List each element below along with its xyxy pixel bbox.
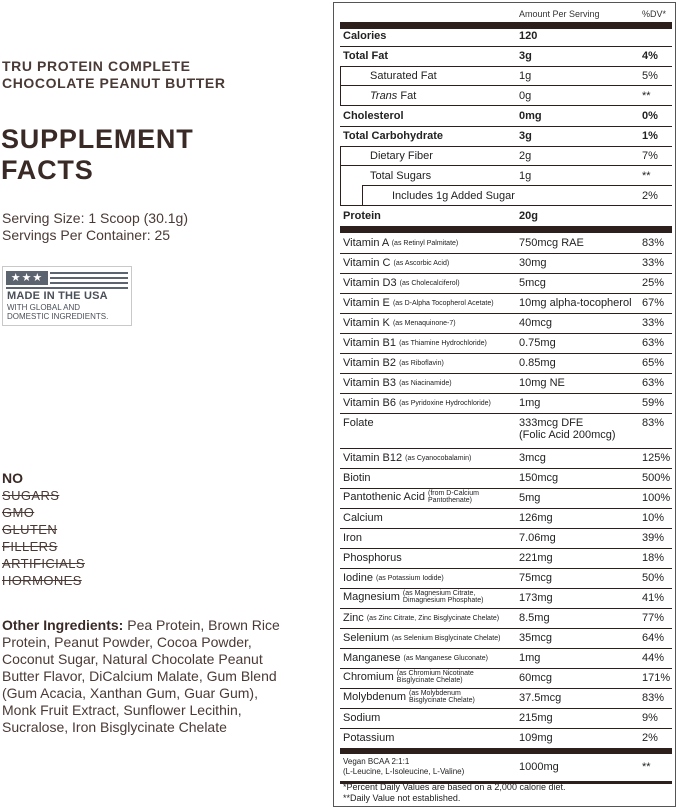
nutrient-amount-line1: 75mcg [519, 572, 553, 584]
nutrient-row [340, 186, 672, 206]
nutrient-name: Total Sugars [370, 170, 432, 182]
nutrient-row [340, 26, 672, 47]
nutrient-name: Includes 1g Added Sugar [392, 190, 515, 202]
nutrient-row [340, 393, 672, 414]
nutrient-dv: ** [642, 761, 651, 773]
nutrient-dv: 500% [642, 472, 671, 484]
nutrient-source-note: (as Pyridoxine Hydrochloride) [399, 399, 491, 407]
nutrient-dv: 64% [642, 632, 665, 644]
nutrient-dv: 0% [642, 110, 658, 122]
nutrient-amount [519, 492, 540, 504]
nutrient-amount [519, 377, 565, 389]
nutrient-row [340, 548, 672, 569]
nutrient-row [340, 293, 672, 314]
nutrient-source-note-line1: (as Molybdenum [409, 690, 461, 697]
nutrient-name: Vitamin B12 (as Cyanocobalamin) [343, 452, 472, 464]
nutrient-amount [519, 572, 552, 584]
nutrient-dv: 18% [642, 552, 665, 564]
nutrient-row [340, 166, 672, 186]
servings-per-container: Servings Per Container: 25 [2, 227, 171, 243]
nutrient-dv: 83% [642, 237, 665, 249]
nutrient-name: Calcium [343, 512, 383, 524]
nutrient-source-note: (as Cholecalciferol) [399, 279, 460, 287]
nutrient-row [340, 106, 672, 127]
footnote-dv: *Percent Daily Values are based on a 2,000 calorie diet. [343, 782, 566, 792]
bcaa-note: (L-Leucine, L-Isoleucine, L-Valine) [343, 767, 465, 776]
nutrient-dv: 39% [642, 532, 665, 544]
nutrient-amount [519, 397, 540, 409]
nutrient-name: Vitamin B3 (as Niacinamide) [343, 377, 452, 389]
nutrient-amount [519, 632, 552, 644]
badge-made-text: MADE IN THE USA [7, 290, 108, 302]
nutrient-row [340, 628, 672, 649]
nutrient-amount-line1: 1mg [519, 652, 541, 664]
nutrient-source-note [403, 590, 484, 604]
nutrient-amount [519, 452, 546, 464]
nutrient-name: Vitamin K (as Menaquinone-7) [343, 317, 456, 329]
nutrient-name: Saturated Fat [370, 70, 437, 82]
nutrient-row [340, 448, 672, 469]
nutrient-amount [519, 672, 552, 684]
nutrient-dv: 2% [642, 190, 658, 202]
nutrient-amount-line1: 750mcg RAE [519, 237, 584, 249]
nutrient-dv: 33% [642, 317, 665, 329]
rule-thick [340, 749, 672, 754]
nutrient-amount: 0mg [519, 110, 542, 122]
nutrient-dv: 100% [642, 492, 671, 504]
nutrient-row [340, 273, 672, 294]
nutrient-name: Sodium [343, 712, 381, 724]
nutrient-row [340, 488, 672, 509]
nutrient-amount-line1: 7.06mg [519, 532, 556, 544]
nutrient-dv: 171% [642, 672, 671, 684]
nutrient-source-note-line2: Bisglycinate Chelate) [396, 677, 463, 684]
no-item: GMO [2, 505, 35, 520]
nutrient-name: Molybdenum (as Molybdenum Bisglycinate Chelate) [343, 690, 475, 704]
nutrient-source-note: (as Menaquinone-7) [392, 319, 456, 327]
nutrient-dv: 63% [642, 337, 665, 349]
flag-stripe [50, 277, 128, 279]
nutrient-amount [519, 417, 616, 441]
ingredients-text: Pea Protein, Brown Rice Protein, Peanut Powder, Cocoa Powder, Coconut Sugar, Natural Chocolate Peanut Butter Flavor, DiCalcium Malate, Gum Blend (Gum Acacia, Xanthan Gum, Guar Gum), Monk Fruit Extract, Sunflower Lecithin, Sucralose, Iron Bisglycinate Chelate [2, 617, 280, 735]
nutrient-amount [519, 512, 553, 524]
nutrient-dv: 33% [642, 257, 665, 269]
nutrient-row [340, 206, 672, 227]
nutrient-amount [519, 297, 632, 309]
nutrient-dv: 5% [642, 70, 658, 82]
nutrient-dv: 4% [642, 50, 658, 62]
nutrient-source-note: (as Selenium Bisglycinate Chelate) [391, 634, 501, 642]
nutrient-source-note: (as Thiamine Hydrochloride) [399, 339, 487, 347]
nutrient-name: Iodine (as Potassium Iodide) [343, 572, 444, 584]
nutrient-amount: 1g [519, 170, 532, 182]
nutrient-amount-line1: 221mg [519, 552, 553, 564]
indent-guide [340, 66, 341, 106]
nutrient-amount-line1: 0.75mg [519, 337, 556, 349]
flag-stars-icon: ★★★ [6, 271, 48, 285]
flag-stripe [6, 287, 128, 289]
no-item: ARTIFICIALS [2, 556, 85, 571]
badge-subtext-line1: WITH GLOBAL AND [7, 303, 81, 312]
nutrient-dv: 10% [642, 512, 665, 524]
nutrient-amount [519, 612, 550, 624]
nutrient-amount-line1: 1mg [519, 397, 541, 409]
nutrient-amount-line1: 3mcg [519, 452, 546, 464]
nutrient-dv: 77% [642, 612, 665, 624]
page-title-line2: FACTS [1, 155, 94, 185]
nutrient-amount [519, 652, 540, 664]
nutrient-row [340, 313, 672, 334]
nutrient-amount-line1: 5mg [519, 492, 541, 504]
no-item: GLUTEN [2, 522, 58, 537]
nutrient-name: Manganese (as Manganese Gluconate) [343, 652, 488, 664]
nutrient-name: Dietary Fiber [370, 150, 433, 162]
nutrient-row [340, 668, 672, 689]
nutrient-source-note-line2: Bisglycinate Chelate) [409, 697, 475, 704]
product-name [2, 58, 226, 92]
nutrient-name: Vitamin B2 (as Riboflavin) [343, 357, 444, 369]
nutrient-row [340, 588, 672, 609]
nutrient-name: Pantothenic Acid (from D-Calcium Pantothenate) [343, 490, 479, 504]
nutrient-source-note: (as Potassium Iodide) [376, 574, 444, 582]
nutrient-row [340, 233, 672, 254]
nutrient-amount-line1: 173mg [519, 592, 553, 604]
nutrient-row [340, 413, 672, 449]
nutrient-dv: 59% [642, 397, 665, 409]
nutrient-dv: 1% [642, 130, 658, 142]
nutrient-row [340, 728, 672, 749]
nutrient-name: Vitamin B6 (as Pyridoxine Hydrochloride) [343, 397, 491, 409]
nutrient-amount [519, 552, 553, 564]
nutrient-row [340, 755, 672, 784]
nutrient-name: Iron [343, 532, 362, 544]
nutrient-amount [519, 257, 547, 269]
nutrient-amount [519, 592, 553, 604]
nutrient-row [340, 373, 672, 394]
nutrient-amount-line1: 10mg NE [519, 377, 565, 389]
nutrient-source-note [428, 490, 479, 504]
nutrient-amount [519, 712, 553, 724]
bcaa-name [343, 757, 464, 777]
nutrient-name: Selenium (as Selenium Bisglycinate Chelate) [343, 632, 501, 644]
nutrient-name: Chromium (as Chromium Nicotinate Bisglycinate Chelate) [343, 670, 474, 684]
nutrient-amount-line1: 333mcg DFE [519, 417, 584, 429]
flag-stripe [50, 282, 128, 284]
nutrient-amount [519, 472, 558, 484]
nutrient-name: Cholesterol [343, 110, 404, 122]
nutrient-dv: 44% [642, 652, 665, 664]
nutrient-row [340, 468, 672, 489]
made-in-usa-badge [2, 266, 132, 326]
nutrient-amount [519, 692, 561, 704]
nutrient-amount: 120 [519, 30, 538, 42]
indent-guide [362, 186, 363, 206]
nutrient-row [340, 353, 672, 374]
footnote-not-established: **Daily Value not established. [343, 793, 461, 803]
nutrient-amount: 3g [519, 50, 532, 62]
nutrient-dv: 67% [642, 297, 665, 309]
product-name-line2: CHOCOLATE PEANUT BUTTER [2, 75, 226, 91]
nutrient-row [340, 568, 672, 589]
nutrient-source-note: (as Niacinamide) [399, 379, 452, 387]
ingredients-label: Other Ingredients: [2, 617, 124, 633]
other-ingredients [2, 617, 287, 736]
nutrient-amount [519, 337, 556, 349]
nutrient-dv: 25% [642, 277, 665, 289]
nutrient-name: Magnesium (as Magnesium Citrate, Dimagnesium Phosphate) [343, 590, 484, 604]
nutrient-amount-line1: 40mcg [519, 317, 553, 329]
nutrient-amount: 2g [519, 150, 532, 162]
nutrient-amount [519, 237, 584, 249]
indent-guide [340, 146, 341, 206]
nutrient-dv: 41% [642, 592, 665, 604]
no-list [2, 487, 85, 589]
no-item: FILLERS [2, 539, 58, 554]
nutrient-amount: 20g [519, 210, 538, 222]
nutrient-dv: 9% [642, 712, 658, 724]
nutrient-name: Trans Fat [370, 90, 417, 102]
nutrient-source-note [397, 670, 474, 684]
nutrient-row [340, 688, 672, 709]
nutrient-amount-line1: 37.5mcg [519, 692, 562, 704]
nutrient-source-note-line2: Pantothenate) [428, 497, 472, 504]
nutrient-amount [519, 277, 546, 289]
nutrient-amount-line1: 30mg [519, 257, 547, 269]
nutrient-source-note [409, 690, 475, 704]
nutrient-amount-line1: 215mg [519, 712, 553, 724]
nutrient-dv: 83% [642, 417, 665, 429]
nutrient-source-note: (as Ascorbic Acid) [393, 259, 450, 267]
product-name-line1: TRU PROTEIN COMPLETE [2, 58, 191, 74]
nutrient-name: Vitamin E (as D-Alpha Tocopherol Acetate) [343, 297, 494, 309]
nutrient-amount-line1: 126mg [519, 512, 553, 524]
nutrient-name: Phosphorus [343, 552, 402, 564]
nutrient-dv: 63% [642, 377, 665, 389]
badge-subtext-line2: DOMESTIC INGREDIENTS. [7, 312, 109, 321]
header-amount: Amount Per Serving [519, 9, 600, 19]
nutrient-amount: 1000mg [519, 761, 559, 773]
nutrient-name: Folate [343, 417, 374, 429]
nutrient-name: Protein [343, 210, 381, 222]
rule-thick [340, 226, 672, 233]
nutrient-row [340, 648, 672, 669]
nutrient-amount-line1: 35mcg [519, 632, 553, 644]
serving-info [2, 210, 188, 244]
nutrient-row [340, 708, 672, 729]
nutrient-row [340, 66, 672, 86]
nutrient-name: Biotin [343, 472, 371, 484]
nutrient-amount [519, 357, 556, 369]
nutrient-row [340, 508, 672, 529]
nutrient-amount: 0g [519, 90, 532, 102]
nutrient-name: Total Carbohydrate [343, 130, 444, 142]
nutrient-amount-line1: 0.85mg [519, 357, 556, 369]
nutrient-amount-line2: (Folic Acid 200mcg) [519, 429, 616, 441]
nutrient-row [340, 333, 672, 354]
no-list-title: NO [2, 470, 23, 486]
nutrient-source-note-line1: (from D-Calcium [428, 490, 479, 497]
nutrient-source-note: (as D-Alpha Tocopherol Acetate) [392, 299, 494, 307]
header-dv: %DV* [642, 9, 667, 19]
nutrient-amount: 1g [519, 70, 532, 82]
nutrient-source-note: (as Zinc Citrate, Zinc Bisglycinate Chelate) [366, 614, 500, 622]
nutrient-source-note-line2: Dimagnesium Phosphate) [402, 597, 484, 604]
nutrient-dv: 83% [642, 692, 665, 704]
nutrient-dv: ** [642, 90, 651, 102]
nutrient-name: Potassium [343, 732, 395, 744]
nutrient-amount-line1: 5mcg [519, 277, 546, 289]
nutrient-row [340, 528, 672, 549]
nutrient-source-note: (as Cyanocobalamin) [405, 454, 472, 462]
nutrient-name: Vitamin B1 (as Thiamine Hydrochloride) [343, 337, 487, 349]
nutrient-source-note: (as Manganese Gluconate) [403, 654, 488, 662]
nutrient-name: Vitamin A (as Retinyl Palmitate) [343, 237, 459, 249]
nutrient-row [340, 126, 672, 147]
nutrient-source-note-line1: (as Magnesium Citrate, [402, 590, 476, 597]
nutrient-amount [519, 732, 553, 744]
nutrient-amount-line1: 109mg [519, 732, 553, 744]
nutrient-row [340, 86, 672, 106]
flag-stripe [50, 272, 128, 274]
nutrient-name: Vitamin D3 (as Cholecalciferol) [343, 277, 460, 289]
nutrient-name: Total Fat [343, 50, 389, 62]
trans-label: Trans [370, 90, 398, 102]
nutrient-amount-line1: 150mcg [519, 472, 559, 484]
nutrient-row [340, 46, 672, 67]
nutrient-amount [519, 532, 556, 544]
serving-size: Serving Size: 1 Scoop (30.1g) [2, 210, 188, 226]
nutrient-dv: 125% [642, 452, 671, 464]
nutrient-dv: 50% [642, 572, 665, 584]
nutrient-source-note: (as Retinyl Palmitate) [391, 239, 459, 247]
nutrient-amount [519, 317, 552, 329]
nutrient-name: Calories [343, 30, 387, 42]
nutrient-source-note: (as Riboflavin) [399, 359, 444, 367]
nutrient-dv: ** [642, 170, 651, 182]
bcaa-name-line1: Vegan BCAA 2:1:1 [343, 757, 410, 766]
nutrient-row [340, 253, 672, 274]
nutrient-dv: 65% [642, 357, 665, 369]
no-item: HORMONES [2, 573, 82, 588]
page-title [1, 124, 194, 186]
page-title-line1: SUPPLEMENT [1, 124, 194, 154]
nutrient-amount-line1: 8.5mg [519, 612, 550, 624]
nutrient-dv: 2% [642, 732, 658, 744]
nutrient-name: Vitamin C (as Ascorbic Acid) [343, 257, 450, 269]
nutrient-source-note-line1: (as Chromium Nicotinate [396, 670, 474, 677]
nutrient-amount-line1: 10mg alpha-tocopherol [519, 297, 632, 309]
nutrient-row [340, 146, 672, 166]
nutrient-amount-line1: 60mcg [519, 672, 553, 684]
nutrient-row [340, 608, 672, 629]
no-item: SUGARS [2, 488, 60, 503]
nutrient-amount: 3g [519, 130, 532, 142]
nutrient-dv: 7% [642, 150, 658, 162]
badge-subtext [7, 303, 108, 321]
nutrient-name: Zinc (as Zinc Citrate, Zinc Bisglycinate Chelate) [343, 612, 500, 624]
